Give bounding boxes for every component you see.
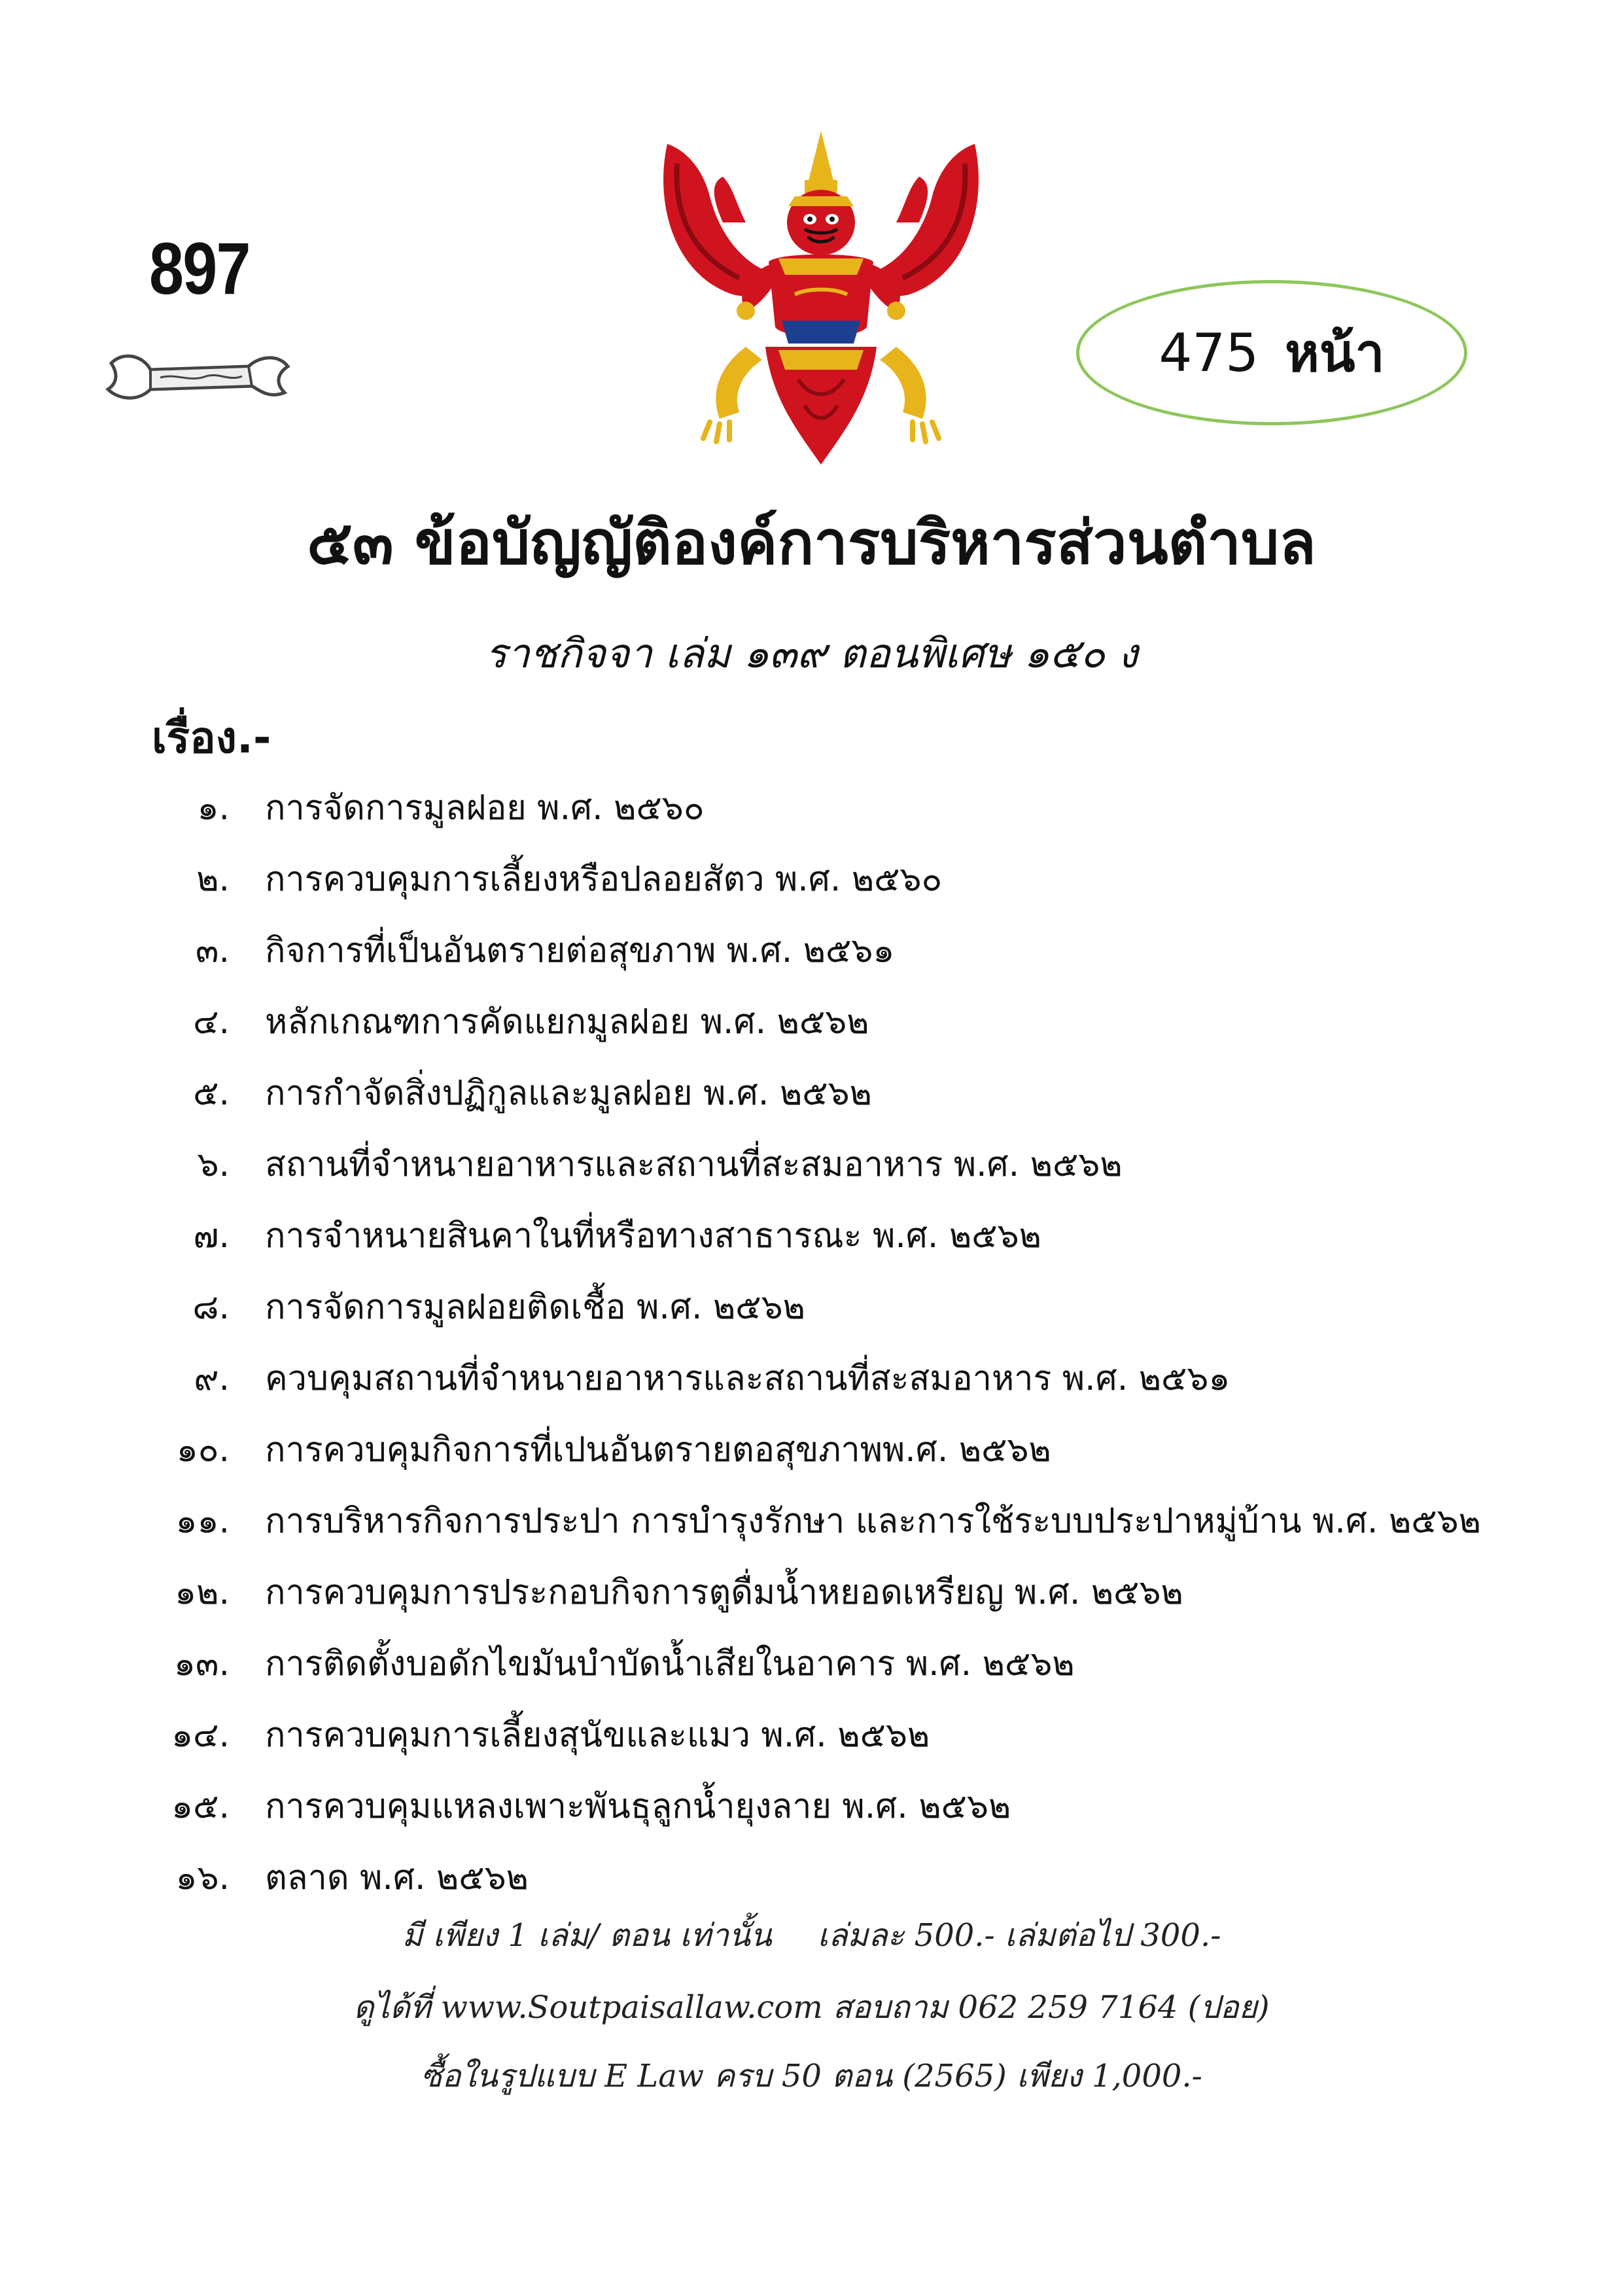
item-number: ๑๕.	[171, 1787, 230, 1826]
list-item	[0, 1275, 1623, 1346]
item-text: การติดตั้งบอดักไขมันบำบัดน้ำเสียในอาคาร พ.ศ. ๒๕๖๒	[265, 1644, 1075, 1684]
list-item	[0, 1489, 1623, 1560]
ribbon-stamp-icon	[98, 344, 294, 409]
footer-price-line	[0, 1911, 1623, 1960]
item-number: ๖.	[197, 1145, 230, 1184]
list-item	[0, 1346, 1623, 1417]
list-item	[0, 1560, 1623, 1631]
item-number: ๘.	[192, 1288, 230, 1327]
item-text: การบริหารกิจการประปา การบำรุงรักษา และการใช้ระบบประปาหมู่บ้าน พ.ศ. ๒๕๖๒	[265, 1502, 1481, 1541]
footer-contact: ดูได้ที่ www.Soutpaisallaw.com สอบถาม 062 259 7164 (ปอย)	[353, 1989, 1270, 2026]
topic-list	[0, 775, 1623, 1916]
item-text: การควบคุมกิจการที่เปนอันตรายตอสุขภาพพ.ศ. ๒๕๖๒	[265, 1430, 1051, 1470]
page-unit: หน้า	[1285, 322, 1385, 383]
item-text: หลักเกณฑการคัดแยกมูลฝอย พ.ศ. ๒๕๖๒	[265, 1002, 869, 1042]
item-number: ๓.	[195, 931, 230, 970]
footer-price: เล่มละ 500.- เล่มต่อไป 300.-	[817, 1917, 1221, 1954]
item-number: ๑๖.	[175, 1858, 230, 1898]
footer-elaw-offer: ซื้อในรูปแบบ E Law ครบ 50 ตอน (2565) เพียง 1,000.-	[421, 2058, 1202, 2094]
item-text: การควบคุมแหลงเพาะพันธุลูกน้ำยุงลาย พ.ศ. ๒๕๖๒	[265, 1787, 1011, 1826]
list-item	[0, 775, 1623, 847]
list-item	[0, 1132, 1623, 1203]
subject-label: เรื่อง.-	[152, 713, 271, 763]
item-number: ๒.	[196, 860, 230, 899]
item-number: ๑๑.	[175, 1502, 230, 1541]
item-text: ควบคุมสถานที่จำหนายอาหารและสถานที่สะสมอาหาร พ.ศ. ๒๕๖๑	[265, 1359, 1230, 1398]
item-text: การจำหนายสินคาในที่หรือทางสาธารณะ พ.ศ. ๒๕๖๒	[265, 1216, 1041, 1256]
list-item	[0, 1061, 1623, 1132]
item-number: ๗.	[193, 1216, 230, 1256]
item-text: การกำจัดสิ่งปฏิกูลและมูลฝอย พ.ศ. ๒๕๖๒	[265, 1074, 872, 1113]
list-item	[0, 1845, 1623, 1916]
item-text: การจัดการมูลฝอย พ.ศ. ๒๕๖๐	[265, 788, 705, 828]
page-title: ๕๓ ข้อบัญญัติองค์การบริหารส่วนตำบล	[307, 508, 1316, 578]
item-number: ๑๐.	[176, 1430, 230, 1470]
garuda-emblem-icon	[648, 124, 994, 478]
gazette-reference: ราชกิจจา เล่ม ๑๓๙ ตอนพิเศษ ๑๕๐ ง	[485, 629, 1138, 677]
item-number: ๑๔.	[171, 1716, 230, 1755]
item-text: การควบคุมการเลี้ยงหรือปลอยสัตว พ.ศ. ๒๕๖๐	[265, 860, 943, 899]
item-number: ๑๒.	[175, 1573, 230, 1612]
item-number: ๕.	[193, 1074, 230, 1113]
list-item	[0, 989, 1623, 1061]
list-item	[0, 1703, 1623, 1774]
item-text: ตลาด พ.ศ. ๒๕๖๒	[265, 1858, 529, 1898]
list-item	[0, 1417, 1623, 1489]
item-number: ๑๓.	[173, 1644, 230, 1684]
item-number: ๙.	[194, 1359, 230, 1398]
item-text: การควบคุมการเลี้ยงสุนัขและแมว พ.ศ. ๒๕๖๒	[265, 1716, 930, 1755]
document-number: 897	[149, 228, 250, 309]
item-text: การควบคุมการประกอบกิจการตูดื่มน้ำหยอดเหรียญ พ.ศ. ๒๕๖๒	[265, 1573, 1183, 1612]
page-count: 475	[1159, 322, 1259, 383]
item-text: สถานที่จำหนายอาหารและสถานที่สะสมอาหาร พ.ศ. ๒๕๖๒	[265, 1145, 1123, 1184]
item-text: กิจการที่เป็นอันตรายต่อสุขภาพ พ.ศ. ๒๕๖๑	[265, 931, 895, 970]
item-text: การจัดการมูลฝอยติดเชื้อ พ.ศ. ๒๕๖๒	[265, 1288, 805, 1327]
list-item	[0, 1631, 1623, 1703]
list-item	[0, 918, 1623, 989]
list-item	[0, 1774, 1623, 1845]
list-item	[0, 847, 1623, 918]
item-number: ๔.	[193, 1002, 230, 1042]
item-number: ๑.	[197, 788, 230, 828]
list-item	[0, 1203, 1623, 1275]
footer-availability: มี เพียง 1 เล่ม/ ตอน เท่านั้น	[402, 1917, 772, 1954]
page-count-badge	[1076, 280, 1467, 425]
